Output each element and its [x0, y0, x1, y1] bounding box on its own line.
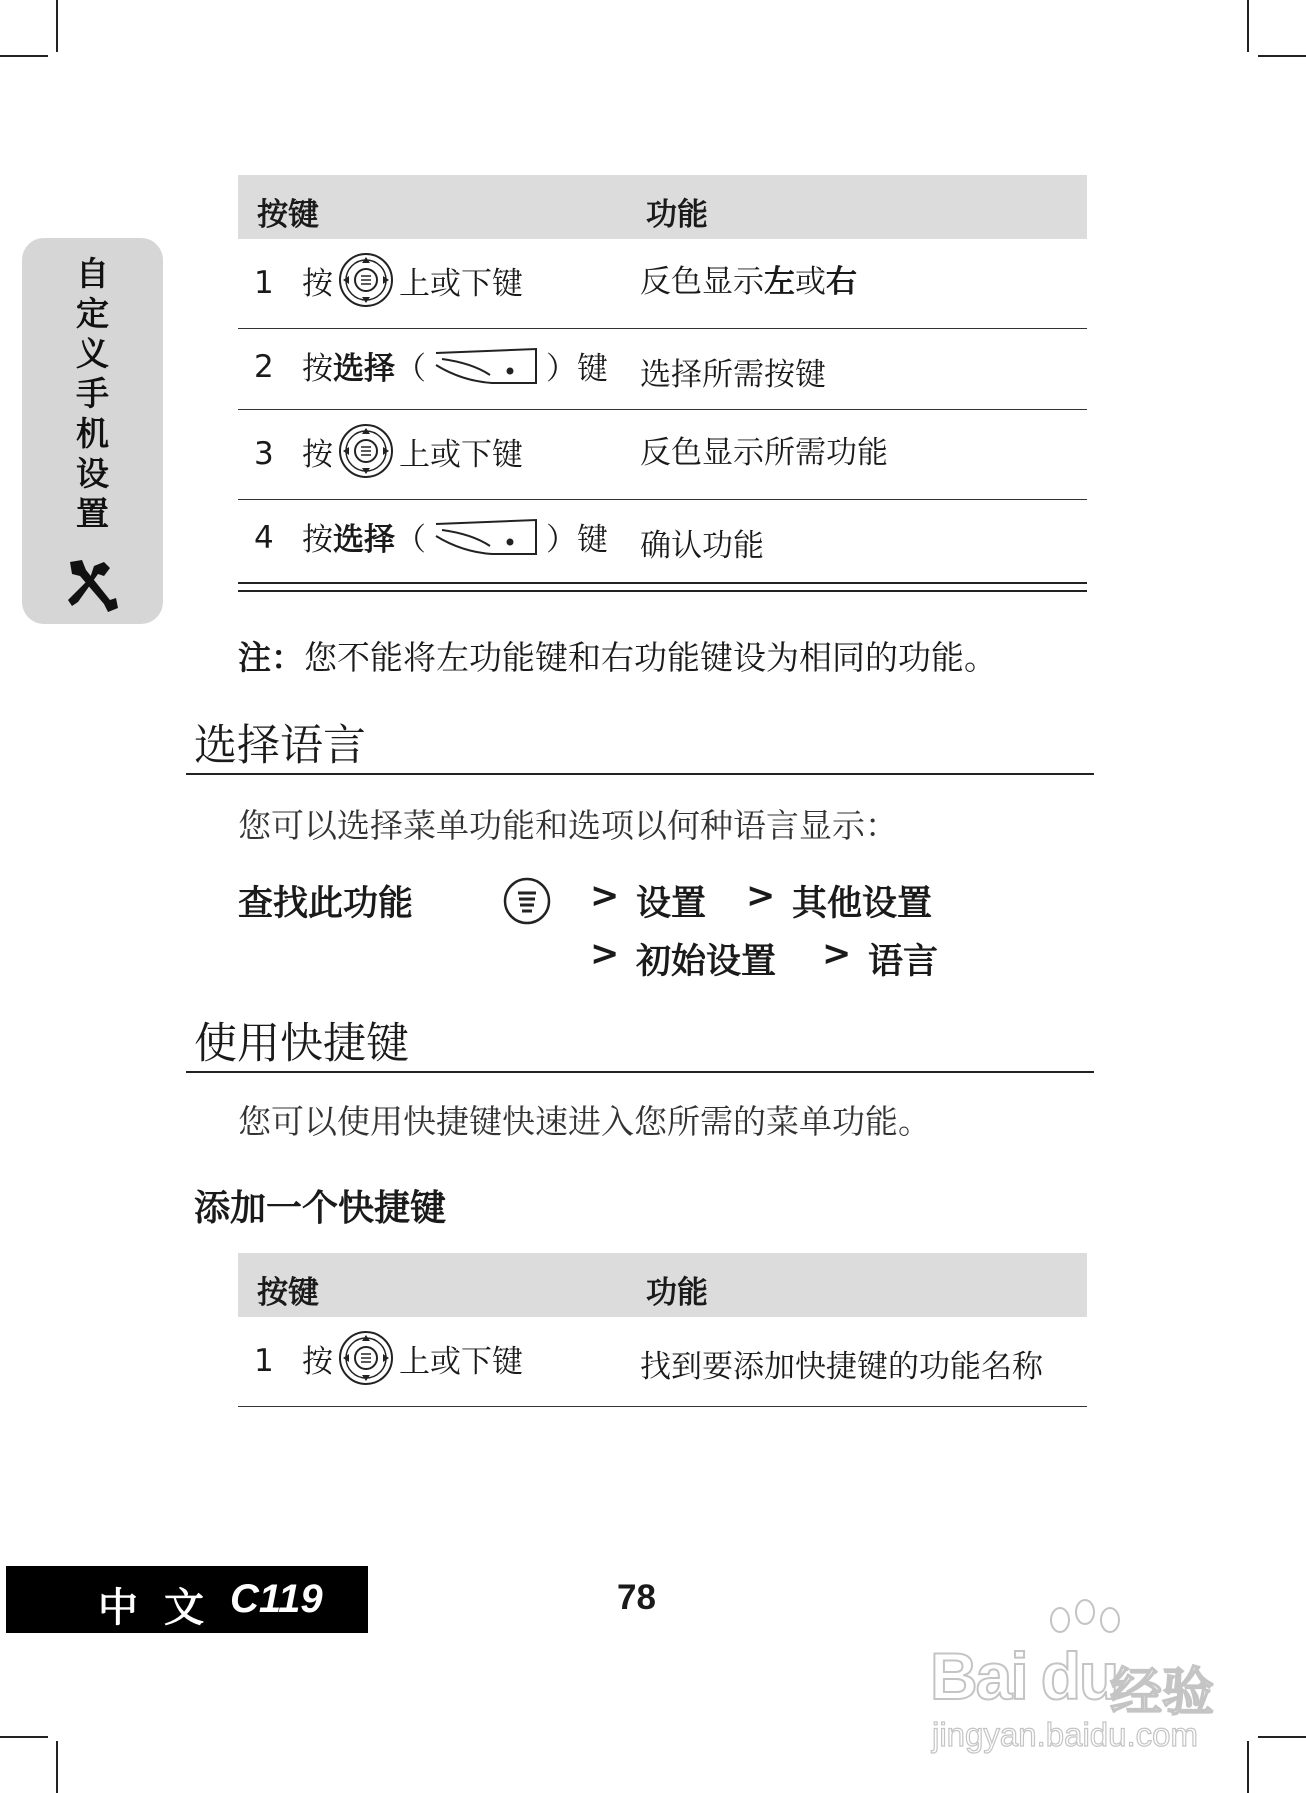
- footer-language: 中文: [98, 1584, 230, 1631]
- header-key: 按键: [257, 1275, 319, 1311]
- step-function: 选择所需按键: [640, 357, 826, 393]
- step-number: 1: [254, 265, 274, 301]
- step-number: 3: [254, 436, 274, 472]
- crop-mark: [1247, 0, 1249, 52]
- menu-path-settings: 设置: [636, 884, 707, 924]
- crop-mark: [56, 1741, 58, 1793]
- nav-key-icon: [337, 251, 395, 309]
- section-text: 您可以使用快捷键快速进入您所需的菜单功能。: [238, 1102, 931, 1141]
- step-function: 确认功能: [640, 528, 764, 564]
- section-title-language: 选择语言: [194, 721, 366, 771]
- step-key: 按 选择 （ ）键: [302, 343, 608, 388]
- nav-key-icon: [337, 1329, 395, 1387]
- subsection-title: 添加一个快捷键: [194, 1187, 447, 1229]
- watermark-brand: Bai du: [930, 1639, 1118, 1713]
- section-rule: [186, 773, 1094, 775]
- chapter-side-tab: [22, 238, 163, 624]
- step-number: 1: [254, 1343, 274, 1379]
- find-feature-label: 查找此功能: [238, 884, 414, 924]
- menu-path-initial-settings: 初始设置: [636, 942, 777, 982]
- section-rule: [186, 1071, 1094, 1073]
- table-row: [238, 500, 1087, 580]
- page-number: 78: [617, 1578, 656, 1617]
- menu-path-arrow: >: [590, 934, 620, 974]
- step-number: 4: [254, 520, 274, 556]
- crop-mark: [1258, 55, 1306, 57]
- step-function: 找到要添加快捷键的功能名称: [640, 1349, 1043, 1385]
- step-number: 2: [254, 349, 274, 385]
- step-key: 按 选择 （ ）键: [302, 514, 608, 559]
- crop-mark: [56, 0, 58, 52]
- soft-key-icon: [432, 516, 540, 558]
- table-row: [238, 1317, 1087, 1407]
- watermark-cn: 经验: [1110, 1663, 1215, 1723]
- step-key: 按 上或下键: [302, 422, 523, 480]
- soft-key-icon: [432, 345, 540, 387]
- step-key: 按 上或下键: [302, 251, 523, 309]
- footer-model-box: [6, 1566, 368, 1633]
- menu-path-other-settings: 其他设置: [792, 884, 933, 924]
- nav-key-icon: [337, 422, 395, 480]
- header-key: 按键: [257, 197, 319, 233]
- menu-key-icon: [502, 876, 552, 926]
- menu-path-arrow: >: [590, 876, 620, 916]
- watermark-url: jingyan.baidu.com: [932, 1716, 1198, 1753]
- table-header: [238, 1253, 1087, 1317]
- table-header: [238, 175, 1087, 239]
- wrench-icon: [64, 556, 120, 614]
- crop-mark: [0, 55, 48, 57]
- table-end-rule: [238, 582, 1087, 592]
- section-title-shortcuts: 使用快捷键: [194, 1019, 409, 1069]
- footer-model: C119: [230, 1577, 323, 1621]
- table-row: [238, 329, 1087, 410]
- crop-mark: [0, 1736, 48, 1738]
- step-key: 按 上或下键: [302, 1329, 523, 1387]
- header-function: 功能: [646, 197, 708, 233]
- baidu-watermark: [920, 1598, 1240, 1753]
- menu-path-arrow: >: [822, 934, 852, 974]
- crop-mark: [1258, 1736, 1306, 1738]
- step-function: 反色显示左或右: [640, 264, 857, 300]
- header-function: 功能: [646, 1275, 708, 1311]
- table-row: [238, 239, 1087, 329]
- chapter-title: 自 定 义 手 机 设 置: [76, 254, 109, 533]
- crop-mark: [1247, 1741, 1249, 1793]
- menu-path-language: 语言: [868, 942, 939, 982]
- note: 注：您不能将左功能键和右功能键设为相同的功能。: [238, 638, 997, 677]
- section-text: 您可以选择菜单功能和选项以何种语言显示：: [238, 806, 898, 845]
- table-row: [238, 410, 1087, 500]
- menu-path-arrow: >: [746, 876, 776, 916]
- step-function: 反色显示所需功能: [640, 435, 888, 471]
